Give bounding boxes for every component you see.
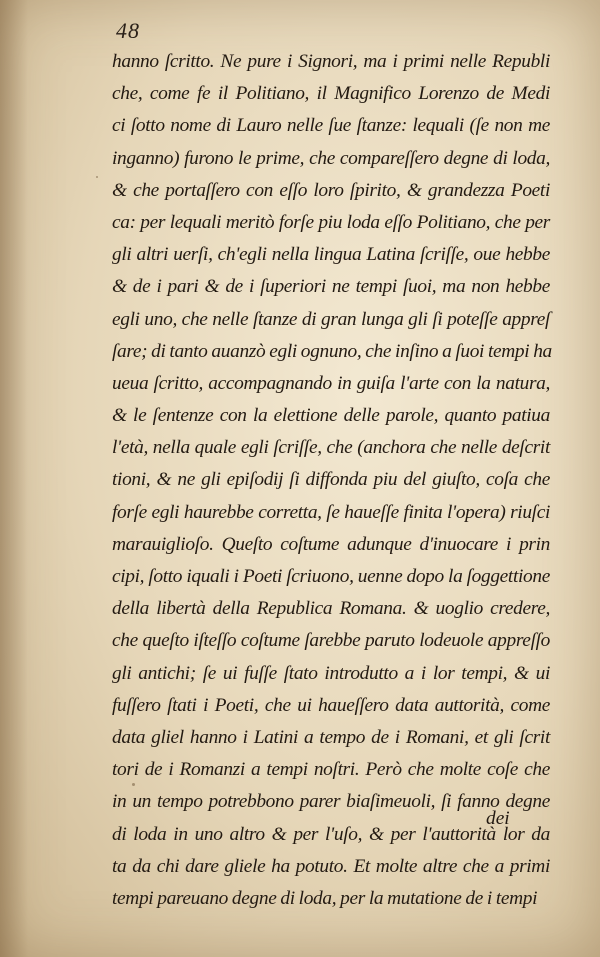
text-line: tioni, & ne gli epiſodij ſi diffonda piu del giuſto, coſa che [112,469,550,491]
text-line: tempi pareuano degne di loda, per la mutatione de i tempi [112,887,538,909]
text-line: & le ſentenze con la elettione delle parole, quanto patiua [112,405,550,427]
text-line: tori de i Romanzi a tempi noſtri. Però che molte coſe che [112,759,550,781]
text-line: che, come fe il Politiano, il Magnifico Lorenzo de Medi [112,83,550,105]
text-line: hanno ſcritto. Ne pure i Signori, ma i primi nelle Republi [112,51,550,72]
text-line: & de i pari & de i ſuperiori ne tempi ſuoi, ma non hebbe [112,276,550,298]
page-number: 48 [116,18,140,43]
text-line: gli antichi; ſe ui fuſſe ſtato introdutto a i lor tempi, & ui [112,662,550,684]
body-text [112,46,550,915]
paper-speck [96,176,98,178]
text-line: ſare; di tanto auanzò egli ognuno, che inſino a ſuoi tempi ha [112,340,552,362]
text-line: che queſto iſteſſo coſtume ſarebbe paruto lodeuole appreſſo [112,630,550,652]
text-line: di loda in uno altro & per l'uſo, & per l'auttorità lor da [112,823,550,845]
text-line: in un tempo potrebbono parer biaſimeuoli, ſi fanno degne [112,791,550,813]
text-line: fuſſero ſtati i Poeti, che ui haueſſero data auttorità, come [112,694,550,716]
text-line: & che portaſſero con eſſo loro ſpirito, & grandezza Poeti [112,179,550,201]
text-line: ca: per lequali meritò forſe piu loda eſſo Politiano, che per [112,211,550,233]
text-line: forſe egli haurebbe corretta, ſe haueſſe finita l'opera) riuſci [112,501,550,523]
text-line: cipi, ſotto iquali i Poeti ſcriuono, uenne dopo la ſoggettione [112,566,550,587]
text-line: l'età, nella quale egli ſcriſſe, che (anchora che nelle deſcrit [112,437,550,459]
paper-speck [132,783,135,786]
text-line: data gliel hanno i Latini a tempo de i Romani, et gli ſcrit [112,726,550,748]
text-line: inganno) furono le prime, che compareſſero degne di loda, [112,147,550,169]
catchword: dei [486,808,510,829]
text-line: marauiglioſo. Queſto coſtume adunque d'inuocare i prin [112,533,550,555]
text-line: ci ſotto nome di Lauro nelle ſue ſtanze: lequali (ſe non me [112,115,550,137]
text-line: gli altri uerſi, ch'egli nella lingua Latina ſcriſſe, oue hebbe [112,244,550,266]
text-line: egli uno, che nelle ſtanze di gran lunga gli ſi poteſſe appreſ [112,308,550,330]
text-line: della libertà della Republica Romana. & uoglio credere, [112,598,550,620]
text-line: ueua ſcritto, accompagnando in guiſa l'arte con la natura, [112,372,550,394]
text-line: ta da chi dare gliele ha potuto. Et molte altre che a primi [112,855,550,877]
